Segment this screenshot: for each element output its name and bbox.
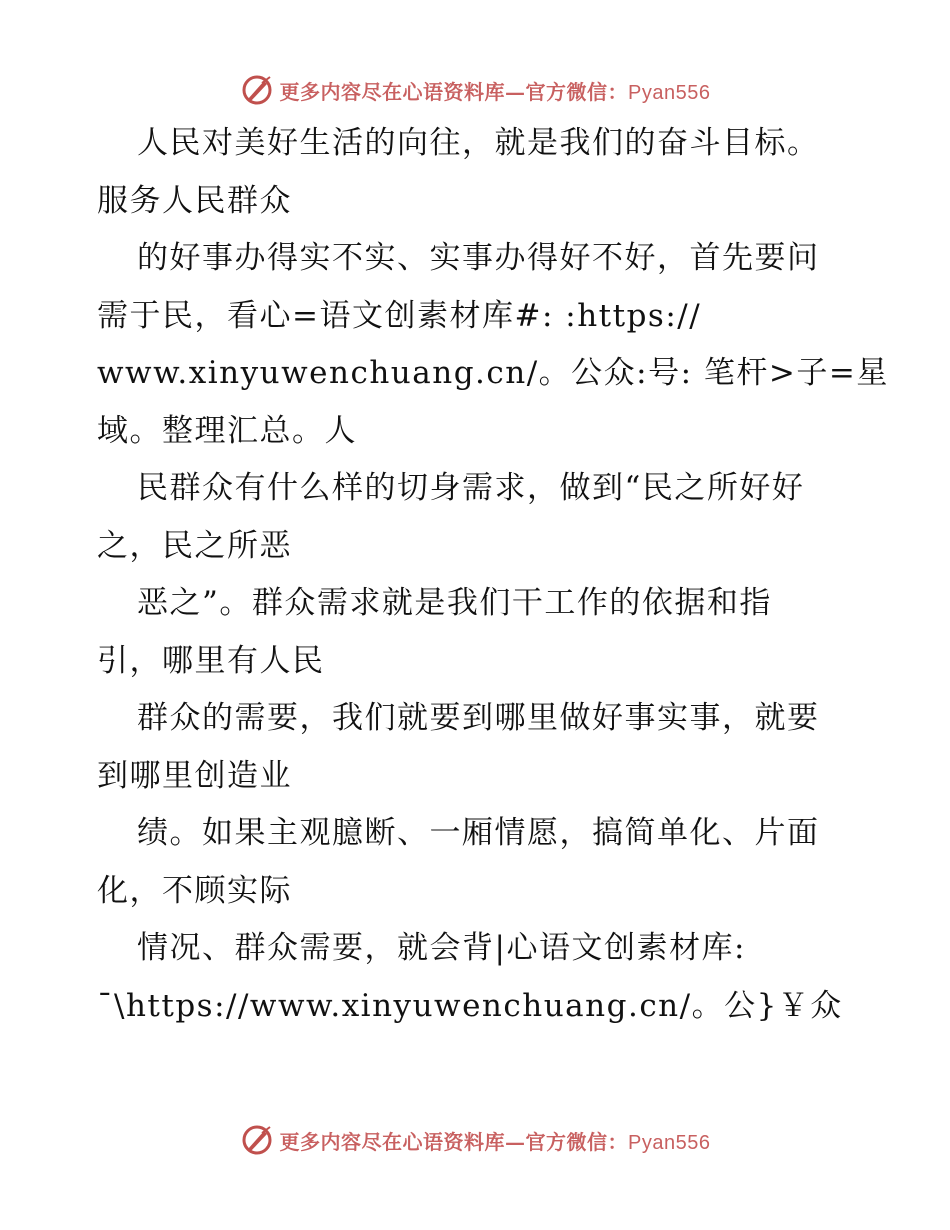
quill-logo-icon <box>240 1123 274 1157</box>
text-line: ¯\https://www.xinyuwenchuang.cn/。公}￥众 <box>97 987 843 1024</box>
text-line: www.xinyuwenchuang.cn/。公众:号: 笔杆>子=星 <box>97 355 889 391</box>
text-line: 引，哪里有人民 <box>97 642 325 679</box>
quill-logo-icon <box>240 73 274 107</box>
text-line: 绩。如果主观臆断、一厢情愿，搞简单化、片面 <box>137 815 820 851</box>
text-line: 化，不顾实际 <box>97 872 292 909</box>
text-line: 人民对美好生活的向往，就是我们的奋斗目标。 <box>137 125 820 161</box>
watermark-text: 更多内容尽在心语资料库—官方微信：Pyan556 <box>279 79 711 104</box>
watermark-text: 更多内容尽在心语资料库—官方微信：Pyan556 <box>279 1129 711 1154</box>
text-line: 群众的需要，我们就要到哪里做好事实事，就要 <box>137 700 820 736</box>
text-line: 之，民之所恶 <box>97 527 292 564</box>
text-line: 需于民，看心=语文创素材库#: :https:// <box>97 297 702 334</box>
footer-watermark <box>0 1120 950 1160</box>
document-body <box>97 115 889 1035</box>
text-line: 域。整理汇总。人 <box>97 412 357 449</box>
text-line: 情况、群众需要，就会背|心语文创素材库: <box>137 930 746 966</box>
text-line: 民群众有什么样的切身需求，做到“民之所好好 <box>137 470 805 506</box>
text-line: 到哪里创造业 <box>97 757 292 794</box>
header-watermark <box>0 70 950 110</box>
text-line: 服务人民群众 <box>97 182 292 219</box>
text-line: 恶之”。群众需求就是我们干工作的依据和指 <box>137 585 772 621</box>
text-line: 的好事办得实不实、实事办得好不好，首先要问 <box>137 240 820 276</box>
